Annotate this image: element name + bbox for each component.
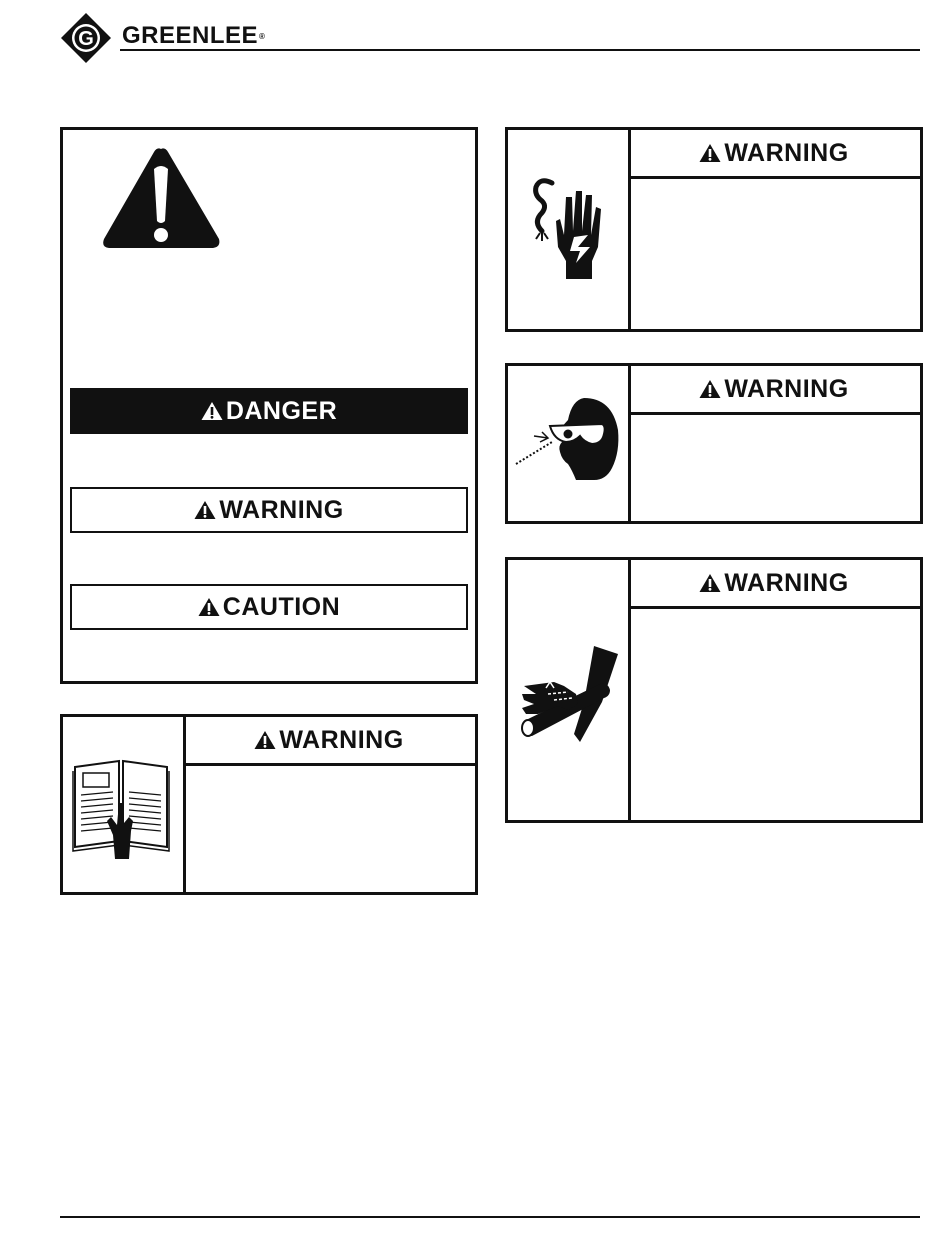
cutting-hazard-icon: [518, 642, 622, 746]
danger-banner: [70, 388, 468, 434]
eye-icon-cell: [508, 366, 631, 521]
caution-banner: [70, 584, 468, 630]
manual-warning-label: WARNING: [279, 725, 404, 754]
eye-warning-header: [628, 366, 920, 415]
manual-warning-box: [60, 714, 478, 895]
warning-banner: [70, 487, 468, 533]
eye-warning-box: [505, 363, 923, 524]
cut-icon-cell: [508, 560, 631, 820]
eye-warning-label: WARNING: [724, 374, 849, 403]
caution-label: CAUTION: [222, 592, 341, 621]
safety-alert-box: [60, 127, 478, 684]
greenlee-logo-icon: [60, 12, 112, 64]
eye-protection-icon: [514, 390, 622, 486]
brand-name: GREENLEE®: [122, 22, 266, 49]
footer-rule: [60, 1216, 920, 1218]
cut-warning-label: WARNING: [724, 568, 849, 597]
caution-alert-icon: [198, 597, 220, 617]
manual-alert-icon: [254, 730, 276, 750]
electric-warning-label: WARNING: [724, 138, 849, 167]
read-manual-icon: [71, 755, 171, 859]
manual-icon-cell: [63, 717, 186, 892]
registered-mark: ®: [259, 32, 266, 41]
eye-alert-icon: [699, 379, 721, 399]
warning-label: WARNING: [219, 495, 344, 524]
logo-letter: G: [78, 28, 94, 50]
cut-warning-header: [628, 560, 920, 609]
electric-icon-cell: [508, 130, 631, 329]
electric-warning-box: [505, 127, 923, 332]
cut-alert-icon: [699, 573, 721, 593]
manual-warning-header: [183, 717, 475, 766]
electric-alert-icon: [699, 143, 721, 163]
danger-alert-icon: [201, 401, 223, 421]
electric-shock-hand-icon: [526, 175, 606, 281]
warning-alert-icon: [194, 500, 216, 520]
safety-alert-symbol-icon: [99, 143, 223, 253]
electric-warning-header: [628, 130, 920, 179]
cut-warning-box: [505, 557, 923, 823]
header-rule: [120, 49, 920, 51]
danger-label: DANGER: [225, 396, 338, 425]
